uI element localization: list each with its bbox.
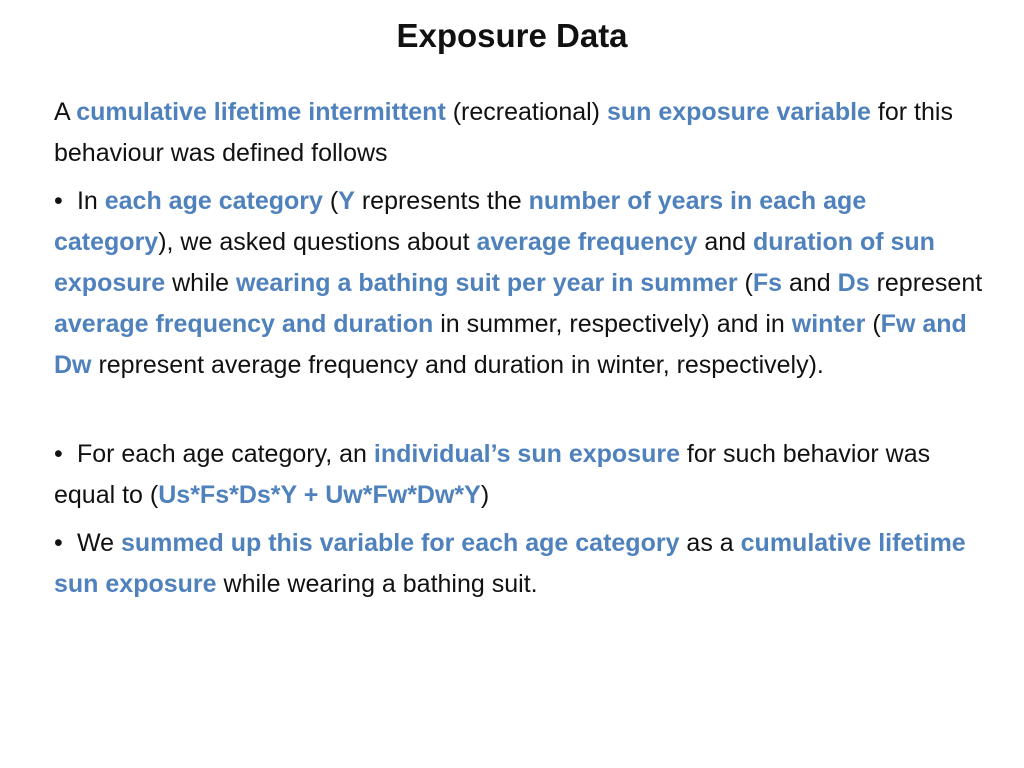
highlighted-term: wearing a bathing suit per year in summer — [236, 269, 738, 297]
text-segment: For each age category, an — [70, 440, 374, 468]
text-segment: while wearing a bathing suit. — [216, 570, 538, 598]
body-paragraph — [54, 181, 984, 386]
highlighted-term: duration of sun exposure — [54, 228, 935, 297]
highlighted-term: Fw and Dw — [54, 310, 967, 379]
bullet-icon: • — [54, 440, 63, 468]
text-segment: for such behavior was equal to ( — [54, 440, 931, 509]
text-segment: ) — [480, 481, 490, 509]
body-paragraph — [54, 434, 984, 516]
text-segment: ( — [865, 310, 881, 338]
text-segment: and — [697, 228, 754, 256]
highlighted-term: cumulative lifetime intermittent — [76, 98, 446, 126]
slide-title: Exposure Data — [396, 17, 628, 54]
body-paragraph — [54, 92, 984, 174]
highlighted-term: cumulative lifetime sun exposure — [54, 529, 966, 598]
text-segment: represent — [869, 269, 983, 297]
text-segment: while — [165, 269, 237, 297]
bullet-icon: • — [54, 529, 63, 557]
text-segment: We — [70, 529, 121, 557]
highlighted-term: sun exposure variable — [606, 98, 871, 126]
highlighted-term: each age category — [104, 187, 323, 215]
text-segment: ( — [322, 187, 339, 215]
text-segment: (recreational) — [445, 98, 607, 126]
highlighted-term: number of years in each age category — [54, 187, 867, 256]
text-segment: and — [782, 269, 838, 297]
text-segment: for this behaviour was defined follows — [54, 98, 953, 167]
highlighted-term: winter — [791, 310, 866, 338]
highlighted-term: Fs — [752, 269, 783, 297]
text-segment: represents the — [354, 187, 529, 215]
text-segment: ( — [737, 269, 753, 297]
highlighted-term: average frequency and duration — [54, 310, 434, 338]
text-segment: In — [70, 187, 105, 215]
text-segment: represent average frequency and duration in winter, respectively). — [91, 351, 824, 379]
text-segment: A — [54, 98, 77, 126]
text-segment: ), we asked questions about — [158, 228, 477, 256]
bullet-icon: • — [54, 187, 63, 215]
highlighted-term: average frequency — [476, 228, 698, 256]
highlighted-term: Y — [338, 187, 355, 215]
body-paragraph — [54, 523, 984, 605]
highlighted-term: Us*Fs*Ds*Y + Uw*Fw*Dw*Y — [158, 481, 481, 509]
text-segment: as a — [679, 529, 741, 557]
highlighted-term: summed up this variable for each age category — [120, 529, 680, 557]
highlighted-term: Ds — [837, 269, 870, 297]
highlighted-term: individual’s sun exposure — [373, 440, 680, 468]
text-segment: in summer, respectively) and in — [433, 310, 792, 338]
slide-body — [54, 92, 984, 605]
